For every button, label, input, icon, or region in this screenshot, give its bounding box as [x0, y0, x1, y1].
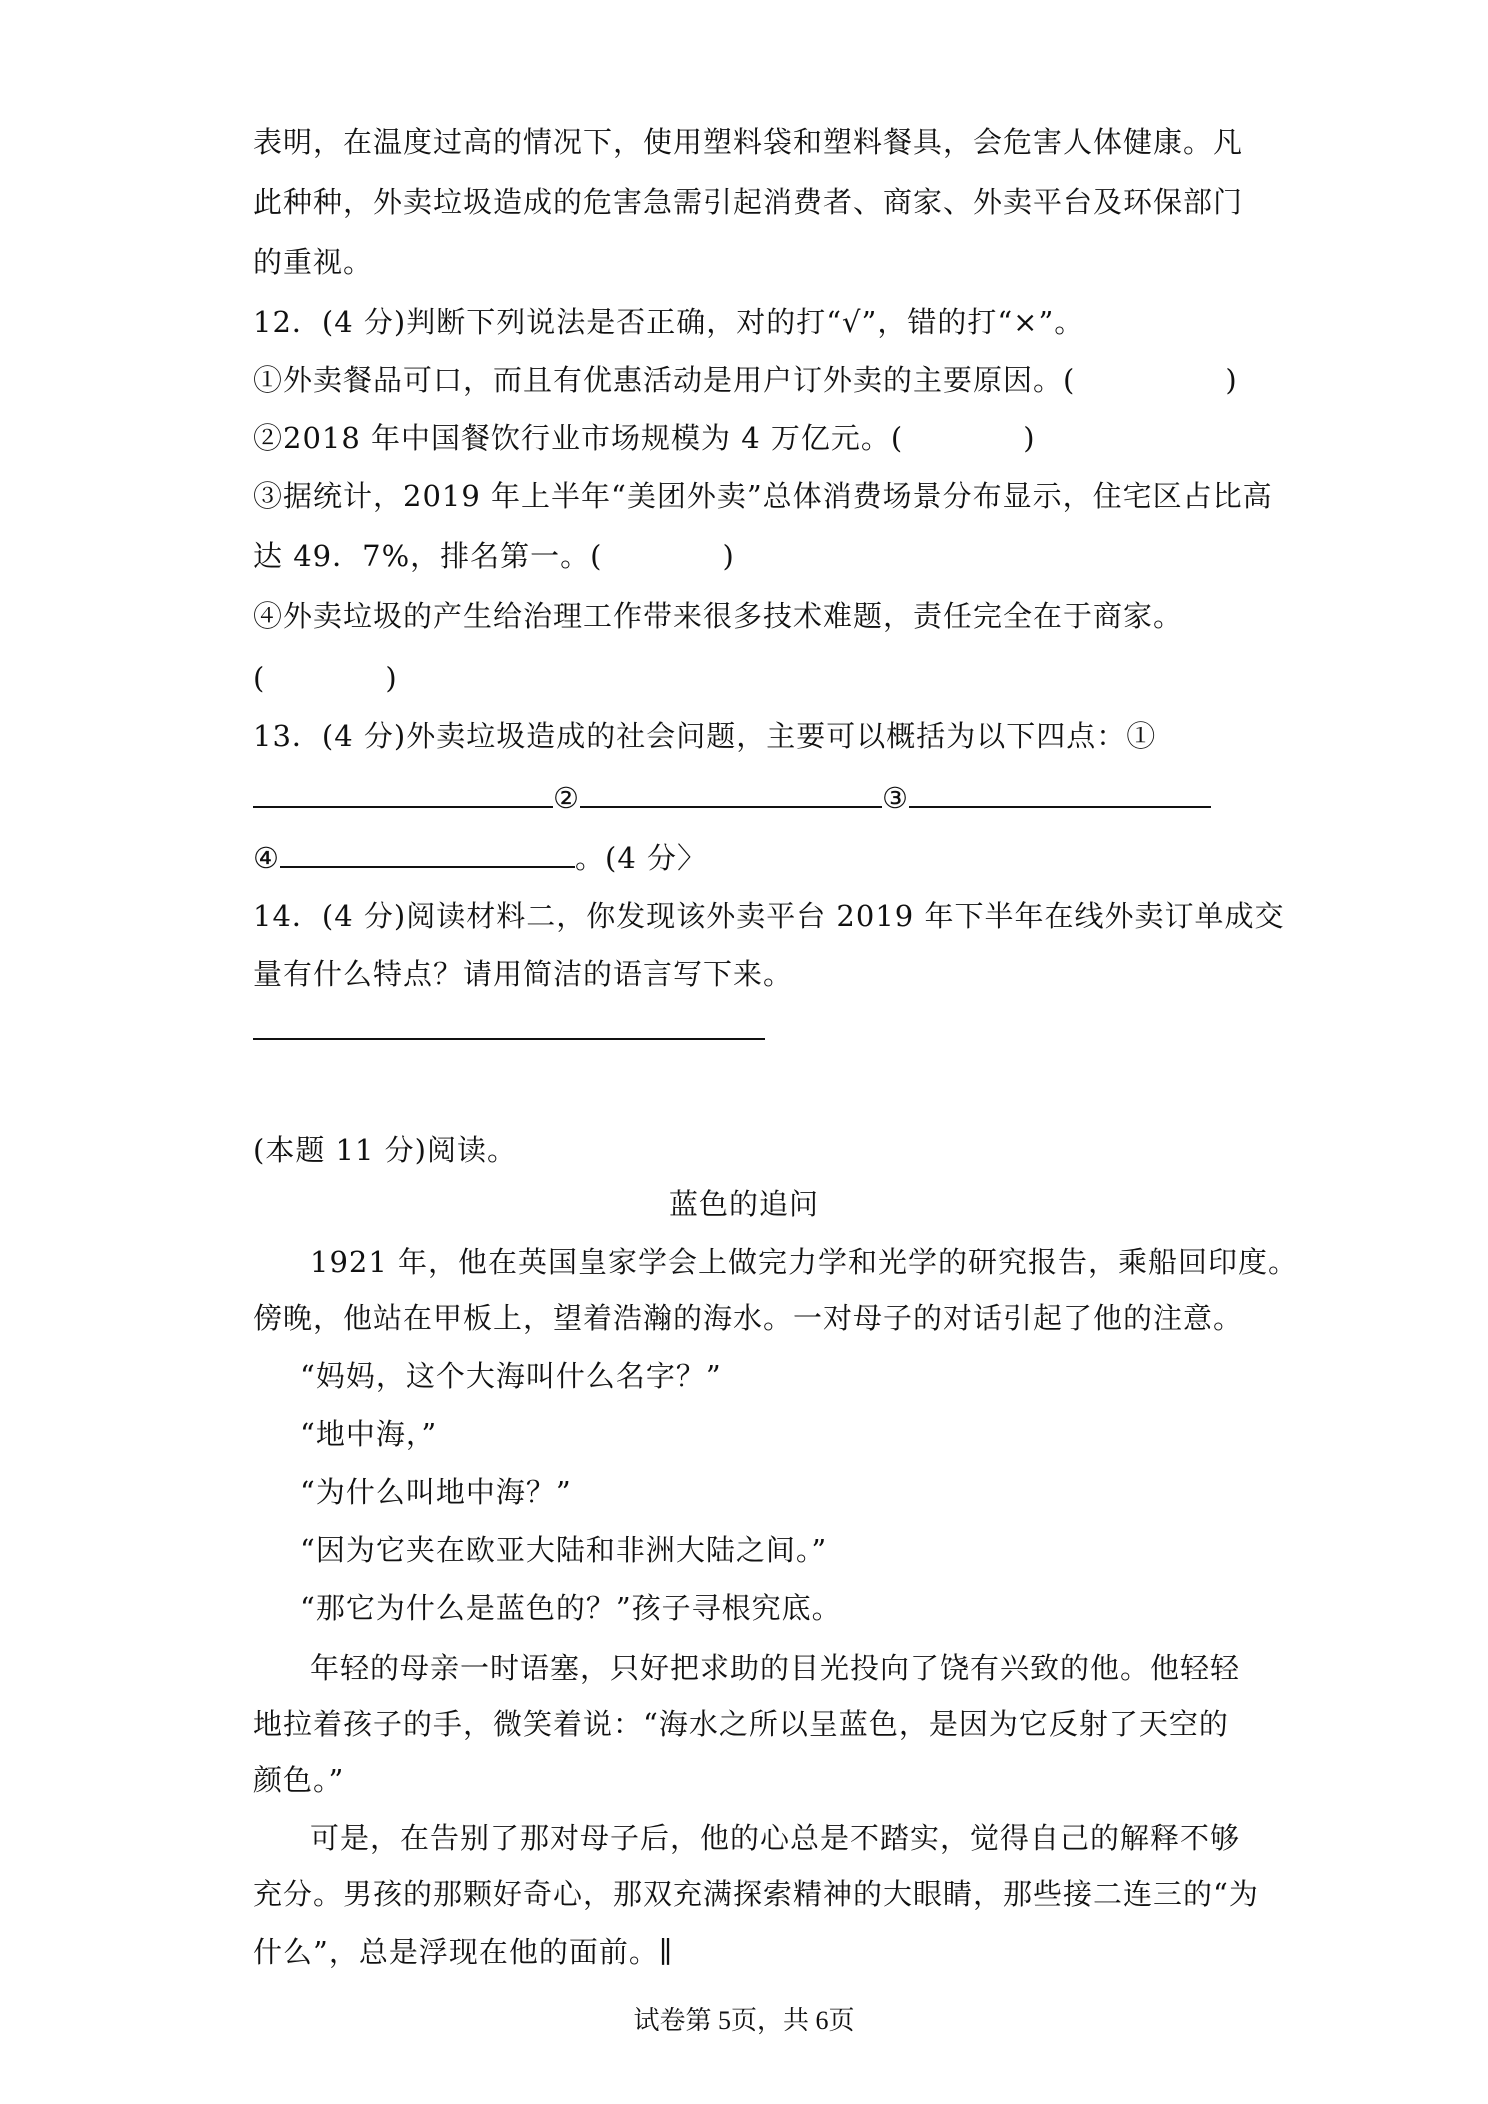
- q13-blanks-row: [253, 776, 1211, 818]
- section-intro: (本题 11 分)阅读。: [253, 1133, 517, 1167]
- q12-stem: 12．(4 分)判断下列说法是否正确，对的打“√”，错的打“×”。: [253, 305, 1085, 339]
- story-line: 1921 年，他在英国皇家学会上做完力学和光学的研究报告，乘船回印度。: [310, 1245, 1299, 1279]
- dialogue-line: “妈妈，这个大海叫什么名字？”: [300, 1359, 722, 1393]
- q12-item-4-text: ④外卖垃圾的产生给治理工作带来很多技术难题，责任完全在于商家。: [253, 599, 1184, 633]
- q14-answer-line[interactable]: [253, 1038, 765, 1040]
- q13-mark-4: ④: [253, 841, 280, 875]
- q14-line-2: 量有什么特点？请用简洁的语言写下来。: [253, 957, 794, 991]
- story-line: 颜色。”: [253, 1763, 345, 1797]
- q13-mark-2: ②: [553, 781, 580, 815]
- paren-open: (: [253, 661, 266, 695]
- q13-stem: 13．(4 分)外卖垃圾造成的社会问题，主要可以概括为以下四点：①: [253, 719, 1157, 753]
- story-line: 什么”，总是浮现在他的面前。∥: [253, 1935, 674, 1969]
- passage-line: 的重视。: [253, 245, 374, 279]
- story-line: 地拉着孩子的手，微笑着说：“海水之所以呈蓝色，是因为它反射了天空的: [253, 1707, 1229, 1741]
- q12-item-2-text: ②2018 年中国餐饮行业市场规模为 4 万亿元。(: [253, 421, 904, 455]
- story-line: 傍晚，他站在甲板上，望着浩瀚的海水。一对母子的对话引起了他的注意。: [253, 1301, 1244, 1335]
- passage-line: 表明，在温度过高的情况下，使用塑料袋和塑料餐具，会危害人体健康。凡: [253, 125, 1244, 159]
- q13-blank-1[interactable]: [253, 776, 553, 808]
- q12-item-4-paren: [253, 658, 398, 698]
- dialogue-line: “因为它夹在欧亚大陆和非洲大陆之间。”: [300, 1533, 828, 1567]
- dialogue-line: “那它为什么是蓝色的？”孩子寻根究底。: [300, 1591, 842, 1625]
- passage-line: 此种种，外卖垃圾造成的危害急需引起消费者、商家、外卖平台及环保部门: [253, 185, 1244, 219]
- q13-blank-2[interactable]: [580, 776, 882, 808]
- q13-last-row: [253, 836, 707, 878]
- q12-item-1: [253, 360, 1238, 400]
- q14-line-1: 14．(4 分)阅读材料二，你发现该外卖平台 2019 年下半年在线外卖订单成交: [253, 899, 1285, 933]
- story-title: 蓝色的追问: [668, 1187, 819, 1221]
- paren-close: ): [722, 539, 735, 573]
- page-number: 试卷第 5页，共 6页: [633, 2006, 855, 2035]
- q12-item-3-line1: ③据统计，2019 年上半年“美团外卖”总体消费场景分布显示，住宅区占比高: [253, 479, 1273, 513]
- paren-close: ): [385, 661, 398, 695]
- paren-close: ): [1023, 421, 1036, 455]
- dialogue-line: “地中海，”: [300, 1417, 438, 1451]
- q13-blank-3[interactable]: [909, 776, 1211, 808]
- story-line: 年轻的母亲一时语塞，只好把求助的目光投向了饶有兴致的他。他轻轻: [310, 1651, 1241, 1685]
- q13-tail: 。(4 分〉: [575, 841, 707, 875]
- q12-item-3: [253, 536, 735, 576]
- story-line: 充分。男孩的那颗好奇心，那双充满探索精神的大眼睛，那些接二连三的“为: [253, 1877, 1259, 1911]
- q12-item-2: [253, 418, 1036, 458]
- q12-item-1-text: ①外卖餐品可口，而且有优惠活动是用户订外卖的主要原因。(: [253, 363, 1076, 397]
- q12-item-3-text: 达 49．7%，排名第一。(: [253, 539, 603, 573]
- paren-close: ): [1225, 363, 1238, 397]
- q13-blank-4[interactable]: [280, 836, 575, 868]
- dialogue-line: “为什么叫地中海？”: [300, 1475, 572, 1509]
- story-line: 可是，在告别了那对母子后，他的心总是不踏实，觉得自己的解释不够: [310, 1821, 1241, 1855]
- q13-mark-3: ③: [882, 781, 909, 815]
